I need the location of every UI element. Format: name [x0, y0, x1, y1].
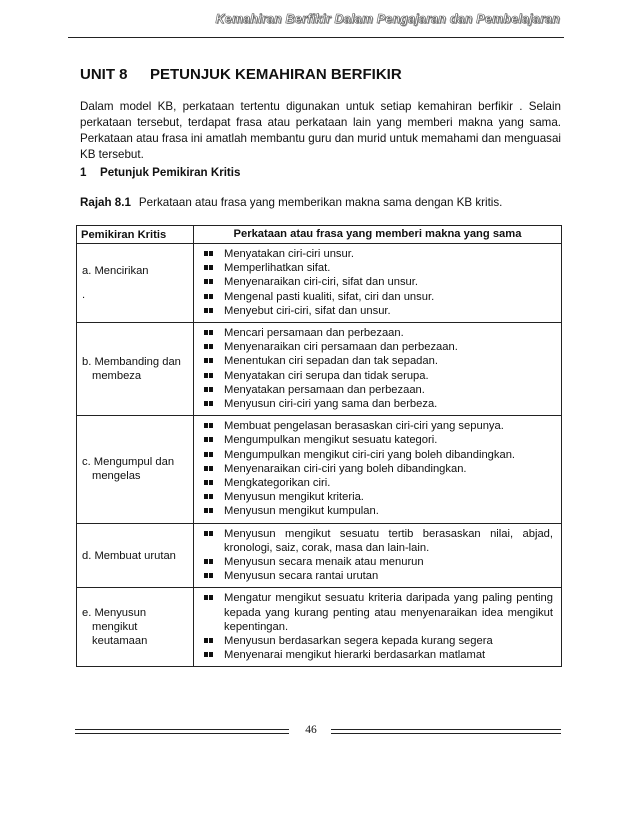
list-item — [202, 290, 553, 304]
phrase-text: Menyenaraikan ciri-ciri yang boleh dibandingkan. — [224, 462, 467, 475]
bullet-icon — [204, 652, 213, 657]
skill-cell — [77, 588, 194, 667]
bullet-icon — [204, 423, 213, 428]
skill-name: e. Menyusun — [82, 607, 147, 620]
page-number: 46 — [305, 724, 317, 736]
column-header: Pemikiran Kritis — [77, 226, 194, 244]
bullet-icon — [204, 251, 213, 256]
phrase-text: Menyusun mengikut kumpulan. — [224, 505, 379, 518]
skill-name: c. Mengumpul dan — [82, 456, 175, 469]
phrase-text: Menyusun secara rantai urutan — [224, 570, 379, 583]
phrase-text: Menyatakan ciri serupa dan tidak serupa. — [224, 369, 429, 382]
list-item — [202, 304, 553, 318]
phrase-text: Menyenaraikan ciri persamaan dan perbezaan. — [224, 341, 458, 354]
list-item — [202, 648, 553, 662]
list-item — [202, 261, 553, 275]
skill-name: a. Mencirikan — [82, 265, 149, 277]
caption-label: Rajah 8.1 — [80, 196, 131, 209]
phrase-text: Menyusun ciri-ciri yang sama dan berbeza. — [224, 398, 438, 411]
skill-cell — [77, 244, 194, 323]
skill-name-cont: mengelas — [92, 470, 141, 483]
table-row — [77, 416, 562, 523]
list-item — [202, 433, 553, 447]
phrase-text: Menyusun secara menaik atau menurun — [224, 556, 424, 569]
phrase-text: Menyatakan ciri-ciri unsur. — [224, 248, 354, 260]
skill-cell — [77, 323, 194, 416]
table-row — [77, 523, 562, 588]
skill-name: d. Membuat urutan — [82, 549, 176, 562]
phrase-list — [202, 591, 553, 662]
intro-paragraph: Dalam model KB, perkataan tertentu digunakan untuk setiap kemahiran berfikir . Selain perkataan tersebut, terdapat frasa atau perkataan lain yang memberi makna yang sama. Perkataan atau frasa ini amatlah membantu guru dan murid untuk memahami dan menguasai KB tersebut. — [80, 100, 561, 161]
list-item — [202, 490, 553, 504]
phrase-text: Mengumpulkan mengikut ciri-ciri yang boleh dibandingkan. — [224, 448, 516, 461]
table-row — [77, 244, 562, 323]
unit-number: UNIT 8 — [80, 66, 128, 83]
table-body — [77, 244, 562, 667]
list-item — [202, 569, 553, 583]
list-item — [202, 397, 553, 411]
bullet-icon — [204, 344, 213, 349]
phrase-text: Menyenaraikan ciri-ciri, sifat dan unsur. — [224, 276, 418, 289]
phrase-text: Menyebut ciri-ciri, sifat dan unsur. — [224, 304, 391, 317]
bullet-icon — [204, 373, 213, 378]
phrase-text: Mengenal pasti kualiti, sifat, ciri dan unsur. — [224, 290, 435, 303]
list-item — [202, 462, 553, 476]
bullet-icon — [204, 466, 213, 471]
phrase-text: Mengumpulkan mengikut sesuatu kategori. — [224, 434, 438, 447]
list-item — [202, 476, 553, 490]
list-item — [202, 419, 553, 433]
phrase-list — [202, 326, 553, 411]
bullet-icon — [204, 387, 213, 392]
bullet-icon — [204, 494, 213, 499]
bullet-icon — [204, 480, 213, 485]
skill-name-cont: mengikut — [92, 621, 138, 634]
skill-mark: . — [82, 289, 86, 301]
skill-name: b. Membanding dan — [82, 356, 181, 369]
table-header-row — [77, 226, 562, 244]
footer-rule — [75, 729, 289, 734]
phrase-text: Menyusun mengikut sesuatu tertib berasaskan nilai, abjad, kronologi, saiz, corak, masa dan lain-lain. — [224, 527, 553, 554]
skill-name-cont: keutamaan — [92, 635, 148, 648]
list-item — [202, 527, 553, 555]
phrases-cell — [194, 244, 562, 323]
list-item — [202, 383, 553, 397]
unit-title: PETUNJUK KEMAHIRAN BERFIKIR — [150, 66, 402, 83]
section-number: 1 — [80, 166, 87, 179]
phrases-cell — [194, 323, 562, 416]
phrase-text: Mencari persamaan dan perbezaan. — [224, 327, 404, 340]
list-item — [202, 326, 553, 340]
phrase-text: Mengatur mengikut sesuatu kriteria daripada yang paling penting kepada yang kurang penting atau menyenaraikan idea mengikut kepentingan. — [224, 592, 553, 633]
phrase-text: Menyusun berdasarkan segera kepada kurang segera — [224, 635, 493, 648]
list-item — [202, 275, 553, 289]
bullet-icon — [204, 508, 213, 513]
phrase-text: Mengkategorikan ciri. — [224, 477, 331, 490]
bullet-icon — [204, 437, 213, 442]
column-header: Perkataan atau frasa yang memberi makna yang sama — [194, 226, 562, 244]
bullet-icon — [204, 573, 213, 578]
bullet-icon — [204, 279, 213, 284]
bullet-icon — [204, 401, 213, 406]
caption-text: Perkataan atau frasa yang memberikan makna sama dengan KB kritis. — [138, 196, 503, 209]
list-item — [202, 369, 553, 383]
list-item — [202, 448, 553, 462]
table-row — [77, 323, 562, 416]
bullet-icon — [204, 559, 213, 564]
bullet-icon — [204, 330, 213, 335]
phrase-list — [202, 247, 553, 318]
phrase-text: Menentukan ciri sepadan dan tak sepadan. — [224, 355, 438, 368]
list-item — [202, 247, 553, 261]
bullet-icon — [204, 358, 213, 363]
unit-heading — [80, 66, 402, 83]
list-item — [202, 354, 553, 368]
running-header: Kemahiran Berfikir Dalam Pengajaran dan Pembelajaran — [215, 12, 560, 26]
phrases-cell — [194, 416, 562, 523]
list-item — [202, 340, 553, 354]
skill-name-cont: membeza — [92, 370, 142, 383]
bullet-icon — [204, 531, 213, 536]
footer-rule — [331, 729, 561, 734]
section-title: Petunjuk Pemikiran Kritis — [100, 166, 241, 179]
header-rule — [68, 37, 564, 38]
table-row — [77, 588, 562, 667]
skill-cell — [77, 416, 194, 523]
list-item — [202, 555, 553, 569]
phrase-text: Memperlihatkan sifat. — [224, 262, 331, 275]
phrase-list — [202, 419, 553, 518]
list-item — [202, 504, 553, 518]
phrase-text: Menyenarai mengikut hierarki berdasarkan matlamat — [224, 649, 486, 662]
bullet-icon — [204, 452, 213, 457]
phrase-text: Menyusun mengikut kriteria. — [224, 491, 364, 504]
list-item — [202, 591, 553, 634]
skill-cell — [77, 523, 194, 588]
list-item — [202, 634, 553, 648]
phrase-text: Menyatakan persamaan dan perbezaan. — [224, 383, 425, 396]
bullet-icon — [204, 265, 213, 270]
bullet-icon — [204, 294, 213, 299]
critical-thinking-table — [76, 225, 562, 667]
section-heading — [80, 166, 240, 179]
bullet-icon — [204, 638, 213, 643]
bullet-icon — [204, 308, 213, 313]
bullet-icon — [204, 595, 213, 600]
phrases-cell — [194, 588, 562, 667]
phrases-cell — [194, 523, 562, 588]
phrase-text: Membuat pengelasan berasaskan ciri-ciri yang sepunya. — [224, 420, 504, 433]
phrase-list — [202, 527, 553, 584]
figure-caption — [80, 196, 502, 209]
